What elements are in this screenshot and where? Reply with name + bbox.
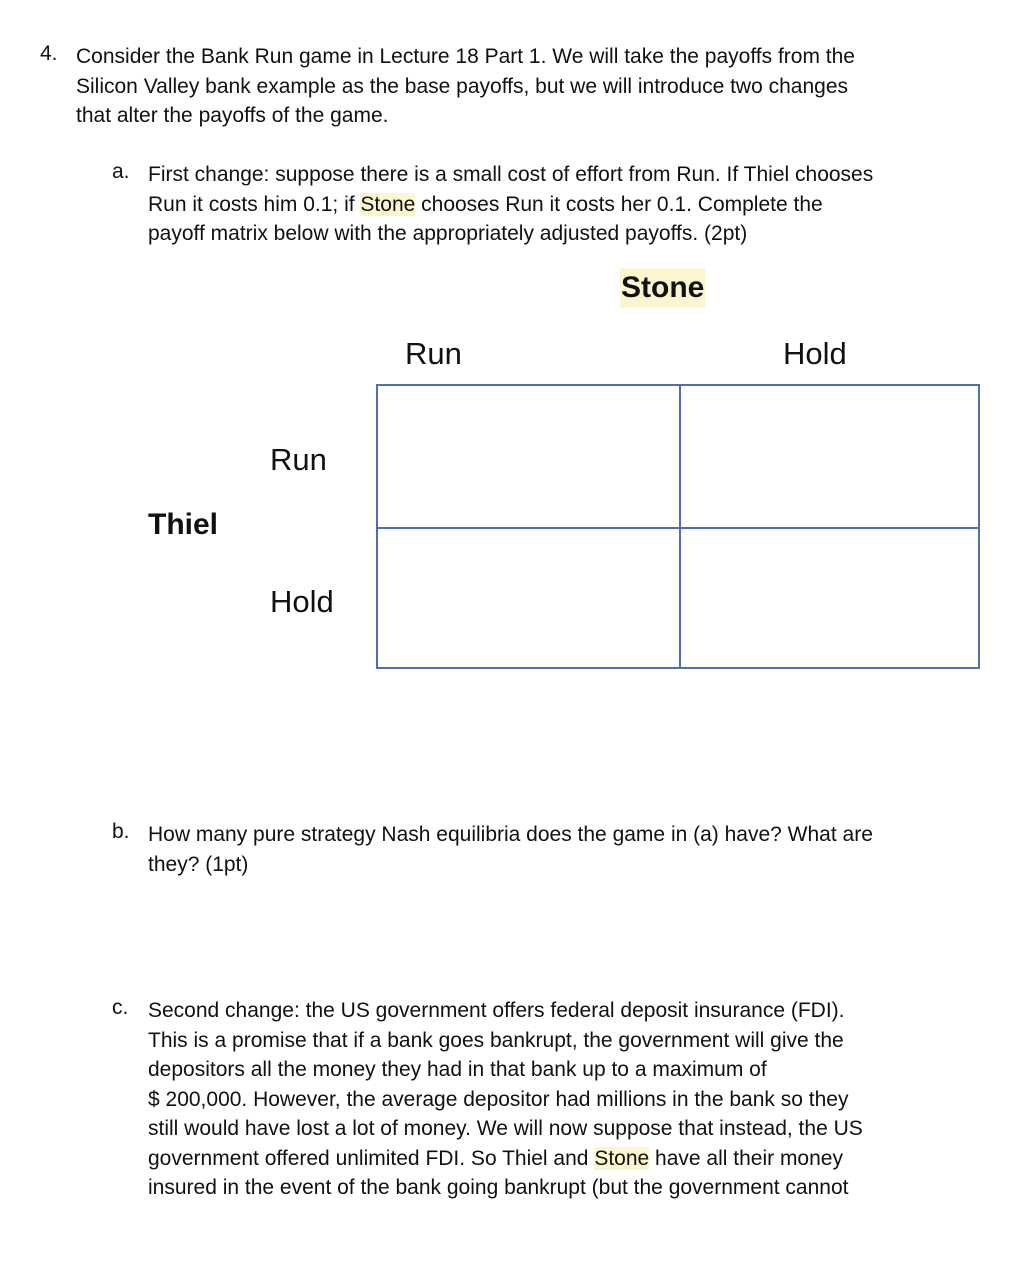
part-c-line: government offered unlimited FDI. So Thiel and Stone have all their money xyxy=(148,1146,843,1170)
part-b-line: How many pure strategy Nash equilibria does the game in (a) have? What are xyxy=(148,823,873,846)
part-c-text xyxy=(148,996,948,1203)
part-a-line: payoff matrix below with the appropriately adjusted payoffs. (2pt) xyxy=(148,222,748,245)
part-a-line: Run it costs him 0.1; if Stone chooses Run it costs her 0.1. Complete the xyxy=(148,192,823,216)
column-strategy-hold: Hold xyxy=(783,336,847,371)
question-line: that alter the payoffs of the game. xyxy=(76,104,389,127)
cell-hold-run[interactable] xyxy=(378,529,679,667)
part-c-line: depositors all the money they had in that bank up to a maximum of xyxy=(148,1058,767,1081)
question-number: 4. xyxy=(40,42,58,65)
part-c-line: $ 200,000. However, the average depositor had millions in the bank so they xyxy=(148,1087,849,1111)
part-a-line: First change: suppose there is a small cost of effort from Run. If Thiel chooses xyxy=(148,163,874,186)
part-b-label: b. xyxy=(112,820,130,843)
question-line: Silicon Valley bank example as the base payoffs, but we will introduce two changes xyxy=(76,74,848,98)
column-player-label: Stone xyxy=(620,268,705,308)
row-player-label: Thiel xyxy=(148,508,219,541)
part-c-line: Second change: the US government offers federal deposit insurance (FDI). xyxy=(148,999,845,1022)
part-c-line: This is a promise that if a bank goes bankrupt, the government will give the xyxy=(148,1028,844,1052)
row-strategy-run: Run xyxy=(270,442,327,477)
part-a-text xyxy=(148,160,948,249)
part-c-label: c. xyxy=(112,996,129,1019)
cell-run-hold[interactable] xyxy=(681,386,980,527)
payoff-matrix xyxy=(376,384,980,669)
part-b-text xyxy=(148,820,948,879)
cell-hold-hold[interactable] xyxy=(681,529,980,667)
part-b-line: they? (1pt) xyxy=(148,852,249,876)
question-text xyxy=(76,42,976,131)
part-a-label: a. xyxy=(112,160,130,183)
column-strategy-run: Run xyxy=(405,336,462,371)
row-strategy-hold: Hold xyxy=(270,584,334,619)
question-line: Consider the Bank Run game in Lecture 18 Part 1. We will take the payoffs from the xyxy=(76,45,855,68)
stone-highlight: Stone xyxy=(594,1146,650,1170)
cell-run-run[interactable] xyxy=(378,386,679,527)
part-c-line: still would have lost a lot of money. We will now suppose that instead, the US xyxy=(148,1117,863,1140)
part-c-line: insured in the event of the bank going bankrupt (but the government cannot xyxy=(148,1176,849,1199)
stone-highlight: Stone xyxy=(360,192,416,216)
